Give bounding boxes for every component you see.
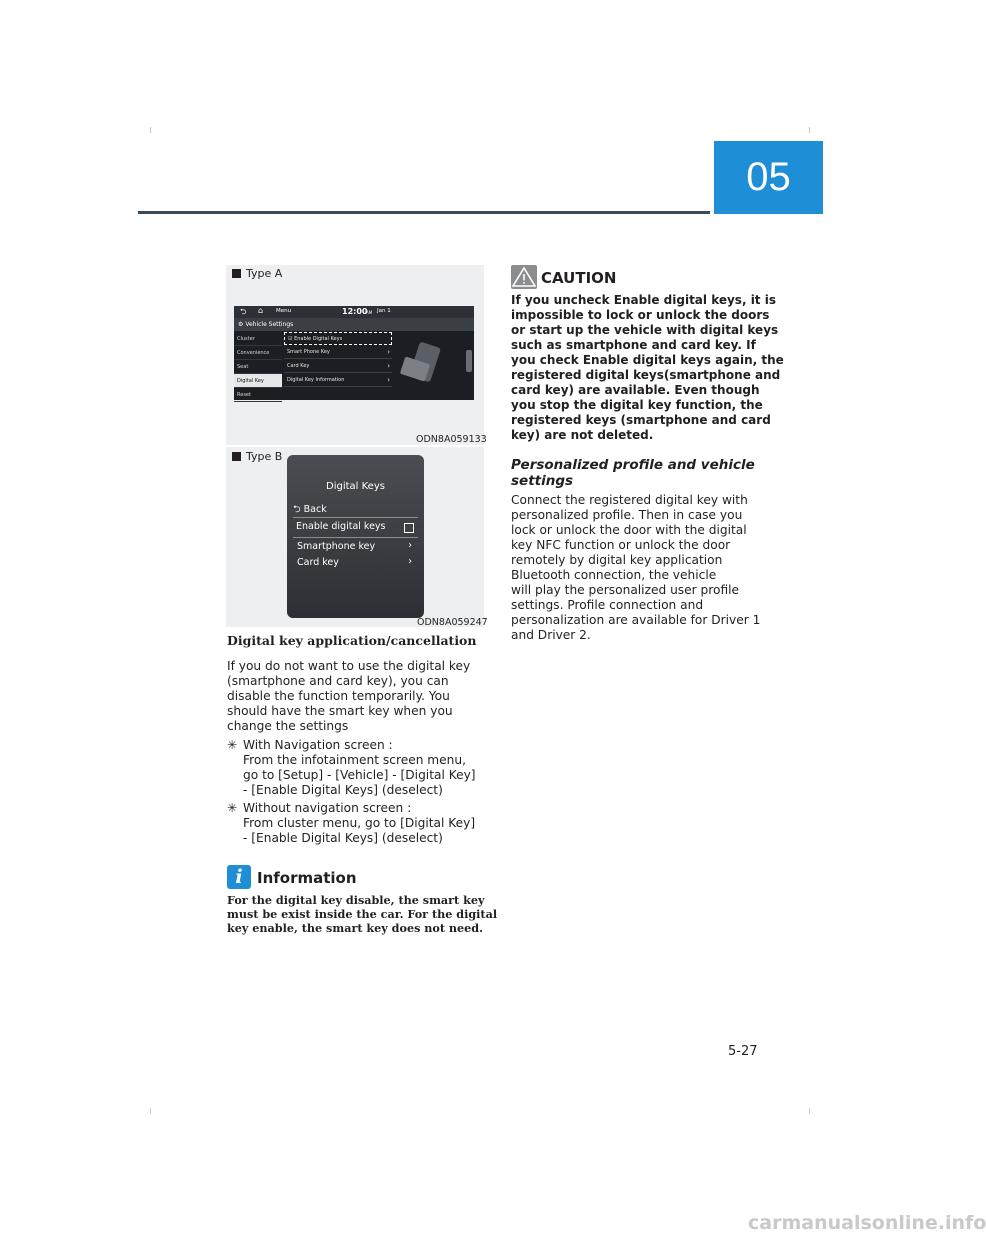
text-line: disable the function temporarily. You xyxy=(227,689,450,703)
text-line: should have the smart key when you xyxy=(227,704,453,718)
square-bullet-icon xyxy=(232,452,241,461)
caution-title: CAUTION xyxy=(541,269,617,287)
text-line: must be exist inside the car. For the digital xyxy=(227,907,498,921)
information-icon: i xyxy=(227,865,251,889)
option-enable-digital-keys xyxy=(284,332,392,345)
divider xyxy=(293,537,418,538)
back-row xyxy=(293,502,418,518)
chapter-tab: 05 xyxy=(714,141,823,214)
enable-digital-keys-row xyxy=(293,521,418,532)
text-line: impossible to lock or unlock the doors xyxy=(511,308,770,322)
text-line: Connect the registered digital key with xyxy=(511,493,748,507)
text-line: change the settings xyxy=(227,719,349,733)
screen-title-bar xyxy=(234,318,474,331)
option-smart-phone-key xyxy=(284,346,392,359)
text-line: settings. Profile connection and xyxy=(511,598,704,612)
chevron-right-icon: › xyxy=(387,376,390,384)
text-line: personalized profile. Then in case you xyxy=(511,508,743,522)
text-line: or start up the vehicle with digital keys xyxy=(511,323,779,337)
option-label: Card Key xyxy=(287,363,310,369)
information-title: Information xyxy=(257,869,357,887)
crop-mark xyxy=(809,127,810,133)
sidebar-item-digital-key: Digital Key xyxy=(234,374,282,388)
text-line: registered digital keys(smartphone and xyxy=(511,368,781,382)
text-line: card key) are available. Even though xyxy=(511,383,760,397)
warning-triangle-icon xyxy=(511,265,537,289)
option-digital-key-information xyxy=(284,374,392,387)
crop-mark xyxy=(809,1108,810,1114)
text-line: such as smartphone and card key. If xyxy=(511,338,756,352)
text-line: key) are not deleted. xyxy=(511,428,654,442)
text-line: - [Enable Digital Keys] (deselect) xyxy=(243,831,443,845)
scroll-handle xyxy=(466,350,472,372)
crop-mark xyxy=(150,1108,151,1114)
text-line: go to [Setup] - [Vehicle] - [Digital Key] xyxy=(243,768,476,782)
smartphone-label: Smartphone key xyxy=(297,541,376,552)
option-label: Enable Digital Keys xyxy=(294,336,343,342)
section-heading: Digital key application/cancellation xyxy=(227,633,477,648)
text-line: will play the personalized user profile xyxy=(511,583,740,597)
text-line: settings xyxy=(511,473,574,489)
back-label: Back xyxy=(303,504,327,515)
text-line: key enable, the smart key does not need. xyxy=(227,921,484,935)
caution-body xyxy=(511,293,784,443)
header-rule xyxy=(138,211,710,214)
square-bullet-icon xyxy=(232,269,241,278)
text-line: lock or unlock the door with the digital xyxy=(511,523,747,537)
text-line: Without navigation screen : xyxy=(243,801,412,815)
text-line: (smartphone and card key), you can xyxy=(227,674,449,688)
figure-code: ODN8A059133 xyxy=(416,434,487,445)
text-line: From cluster menu, go to [Digital Key] xyxy=(243,816,476,830)
caution-icon xyxy=(511,265,537,289)
home-icon: ⌂ xyxy=(258,306,264,315)
clock: 12:00 xyxy=(342,307,368,316)
asterisk-icon: ✳ xyxy=(227,738,238,752)
chevron-right-icon: › xyxy=(387,362,390,370)
option-card-key xyxy=(284,360,392,373)
date: Jan 1 xyxy=(377,308,391,314)
watermark: carmanualsonline.info xyxy=(748,1212,986,1234)
back-icon: ⮌ xyxy=(293,504,301,515)
enable-label: Enable digital keys xyxy=(296,521,386,532)
status-bar xyxy=(234,306,474,318)
intro-paragraph xyxy=(227,659,489,734)
bullet-item xyxy=(227,801,489,846)
page-number: 5-27 xyxy=(728,1044,758,1059)
smartphone-key-row xyxy=(293,541,418,552)
figure-label-text: Type B xyxy=(246,450,283,463)
text-line: - [Enable Digital Keys] (deselect) xyxy=(243,783,443,797)
text-line: personalization are available for Driver 1 xyxy=(511,613,761,627)
chevron-right-icon: › xyxy=(387,348,390,356)
screen-title: Digital Keys xyxy=(326,481,385,492)
text-line: you stop the digital key function, the xyxy=(511,398,763,412)
text-line: Personalized profile and vehicle xyxy=(511,457,755,473)
sidebar-item-convenience: Convenience xyxy=(234,346,282,360)
cluster-screen xyxy=(287,455,424,618)
figure-label-text: Type A xyxy=(246,267,283,280)
text-line: key NFC function or unlock the door xyxy=(511,538,731,552)
bullet-item xyxy=(227,738,489,798)
text-line: If you uncheck Enable digital keys, it is xyxy=(511,293,776,307)
text-line: Bluetooth connection, the vehicle xyxy=(511,568,717,582)
screen-title: Vehicle Settings xyxy=(245,321,294,328)
text-line: you check Enable digital keys again, the xyxy=(511,353,784,367)
text-line: registered keys (smartphone and card xyxy=(511,413,771,427)
text-line: From the infotainment screen menu, xyxy=(243,753,466,767)
information-body xyxy=(227,893,497,935)
text-line: If you do not want to use the digital key xyxy=(227,659,471,673)
sidebar-item-cluster: Cluster xyxy=(234,332,282,346)
divider xyxy=(293,517,418,518)
text-line: remotely by digital key application xyxy=(511,553,723,567)
figure-type-b-label xyxy=(232,450,282,463)
card-key-row xyxy=(293,557,418,568)
infotainment-screen xyxy=(234,306,474,400)
menu-button: Menu xyxy=(276,308,292,314)
asterisk-icon: ✳ xyxy=(227,801,238,815)
figure-code: ODN8A059247 xyxy=(417,617,488,628)
sidebar-item-reset: Reset xyxy=(234,388,282,402)
chevron-right-icon: › xyxy=(408,556,412,567)
gear-icon: ⚙ xyxy=(238,321,244,328)
crop-mark xyxy=(150,127,151,133)
figure-type-a-label xyxy=(232,267,282,280)
back-icon: ⮌ xyxy=(240,307,247,316)
chevron-right-icon: › xyxy=(408,540,412,551)
checkbox-icon xyxy=(404,523,414,533)
text-line: With Navigation screen : xyxy=(243,738,393,752)
sidebar-item-seat: Seat xyxy=(234,360,282,374)
text-line: and Driver 2. xyxy=(511,628,591,642)
clock-ampm: AM xyxy=(366,310,373,315)
checkbox-icon: ☑ xyxy=(288,336,293,342)
text-line: For the digital key disable, the smart key xyxy=(227,893,485,907)
phone-card-illustration xyxy=(402,342,446,390)
option-label: Smart Phone Key xyxy=(287,349,330,355)
section-heading xyxy=(511,457,755,489)
profile-paragraph xyxy=(511,493,773,643)
option-label: Digital Key Information xyxy=(287,377,345,383)
card-label: Card key xyxy=(297,557,339,568)
